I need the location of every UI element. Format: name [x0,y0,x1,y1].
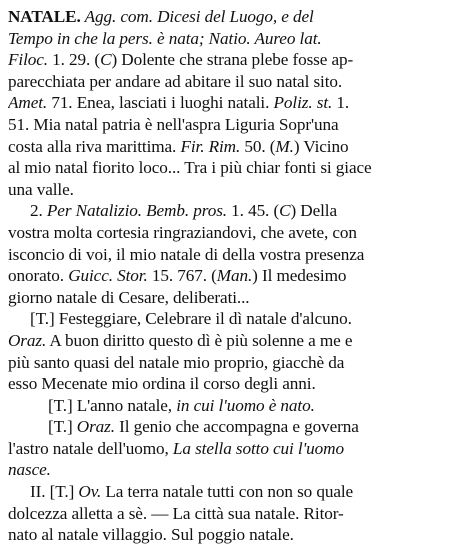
headword: NATALE. [8,7,81,26]
text-segment: vostra molta cortesia ringraziandovi, che avete, con [8,222,357,242]
text-line [8,114,462,136]
italic-text: C [279,201,291,221]
text-segment: 1. 29. ( [47,50,101,70]
text-line [8,459,462,481]
italic-text: Tempo in che la pers. è nata; Natio. Aureo lat. [8,28,322,48]
text-segment: più santo quasi del natale mio proprio, giacchè da [8,352,345,372]
text-segment: 2. [30,201,47,221]
text-segment: [T.] Festeggiare, Celebrare il dì natale d'alcuno. [30,309,352,329]
text-line [8,352,462,374]
text-segment: 50. ( [240,136,276,156]
text-line [8,92,462,114]
italic-text: Guicc. Stor. [68,266,148,286]
text-segment: 15. 767. ( [147,266,217,286]
text-segment: 1. 45. ( [226,201,280,221]
text-line [8,157,462,179]
text-line [8,71,462,93]
text-segment: isconcio di voi, il mio natale di della vostra presenza [8,244,365,264]
italic-text: Ov. [78,482,102,502]
text-line [8,179,462,201]
italic-text: Oraz. [8,330,47,350]
text-line [8,395,462,417]
italic-text: in cui l'uomo è nato. [176,395,315,415]
text-segment: A buon diritto questo dì è più solenne a me e [46,330,353,350]
text-segment: esso Mecenate mio ordina il corso degli anni. [8,374,316,394]
italic-text: La stella sotto cui l'uomo [172,438,344,458]
text-segment: giorno natale di Cesare, deliberati... [8,287,250,307]
text-segment: ) Dolente che strana plebe fosse ap- [111,50,354,70]
text-segment: l'astro natale dell'uomo, [8,438,173,458]
text-segment: 1. [332,93,350,113]
italic-text: Filoc. [8,50,48,70]
italic-text: C [100,50,112,70]
text-line [8,481,462,503]
text-line [8,136,462,158]
text-line [8,308,462,330]
italic-text: Per Natalizio. Bemb. pros. [46,201,227,221]
text-segment: La terra natale tutti con non so quale [101,482,354,502]
text-segment: ) Il medesimo [252,266,347,286]
text-segment: nato al natale villaggio. Sul poggio natale. [8,525,294,545]
text-segment: al mio natal fiorito loco... Tra i più chiar fonti si giace [8,158,372,178]
italic-text: Man. [216,266,253,286]
text-line [8,373,462,395]
text-line [8,6,462,28]
text-segment: una valle. [8,179,74,199]
italic-text: nasce. [8,460,51,480]
text-segment: 51. Mia natal patria è nell'aspra Liguria Sopr'una [8,114,339,134]
text-line [8,244,462,266]
text-segment: 71. Enea, lasciati i luoghi natali. [47,93,274,113]
text-segment: [T.] [48,417,77,437]
italic-text: Amet. [8,93,48,113]
text-line [8,49,462,71]
italic-text: Agg. com. Dicesi del Luogo, e del [80,7,314,26]
text-segment: ) Della [290,201,337,221]
italic-text: Fir. Rim. [180,136,241,156]
text-line [8,524,462,546]
text-line [8,222,462,244]
text-line [8,287,462,309]
text-line [8,265,462,287]
text-segment: Il genio che accompagna e governa [114,417,359,437]
text-line [8,28,462,50]
text-segment: parecchiata per andare ad abitare il suo natal sito. [8,71,343,91]
text-segment: costa alla riva marittima. [8,136,181,156]
text-line [8,438,462,460]
italic-text: M. [275,136,294,156]
text-segment: onorato. [8,266,69,286]
text-line [8,200,462,222]
text-line [8,416,462,438]
text-line [8,330,462,352]
text-line [8,503,462,525]
italic-text: Poliz. st. [273,93,333,113]
text-segment: ) Vicino [293,136,349,156]
text-segment: [T.] L'anno natale, [48,395,177,415]
italic-text: Oraz. [76,417,115,437]
text-segment: dolcezza alletta a sè. — La città sua natale. Ritor- [8,503,344,523]
text-segment: II. [T.] [30,482,79,502]
